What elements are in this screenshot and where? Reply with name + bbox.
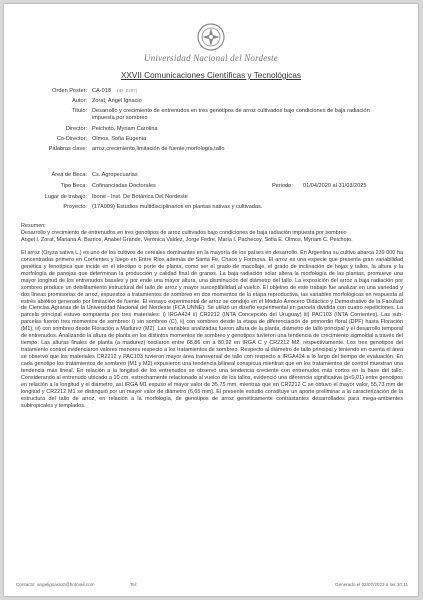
university-emblem-icon	[196, 22, 226, 52]
university-logo	[4, 22, 418, 63]
field-periodo-value: 01/04/2020 al 31/03/2025	[303, 183, 367, 189]
institution-name: Universidad Nacional del Nordeste	[143, 53, 278, 63]
footer-generated: Generado el 03/07/2023 a las 10:11	[335, 582, 408, 587]
abstract-authors: Angel I. Zorat, Mariana A. Barrios, Anabel Grande, Verónica Valdez, Jorge Fedre, María I. Pachecoy, Sofia E. Olmos, Myriam C. Peichoto.	[21, 236, 353, 243]
footer-contact: Contacto: angelignacioz@hotmail.com	[16, 582, 95, 587]
field-periodo-label: Periodo:	[272, 183, 293, 189]
abstract	[21, 223, 403, 410]
abstract-body: El arroz (Oryza sativa L.) es uno de los cultivos de cereales dominantes en la mayoría de los países en desarrollo. En Argentina su cultivo abarca 239 000 ha concentradas primero en Corrientes y luego en Entre Ríos además de Santa Fe, Chaco y Formosa. El arroz es una especie que presenta gran variabilidad genética y fenotípica que incide en el ideotipo o porte de planta, como ser el grado de macollaje, el grado de inclinación de hojas y tallos, la altura y la morfología de panojas que determinan la producción y calidad final de granos. La baja radiación solar altera la morfología de las plantas, promueve una mayor longitud de los entrenudos basales y por ende una mayor altura, una disminución del diámetro del tallo. La exposición del arroz a baja radiación por sombreo produce un debilitamiento estructural del tallo de arroz y mayor susceptibilidad al vuelco. El objetivo de este trabajo fue analizar en una variedad y dos líneas promisorias de arroz, expuestos a tratamientos de sombreo en dos momentos de la etapa reproductiva, las variables morfológicas en respuesta al estrés abiótico generado por limitación de fuente. El ensayo experimental de arroz se condujo en el Módulo Arrocero Didáctico y Demostrativo de la Facultad de Ciencias Agrarias de la Universidad Nacional del Nordeste (FCA UNNE). Se utilizó un diseño experimental en parcela dividida con cuatro repeticiones. La parcela principal estuvo compuesta por tres materiales: i) IRGA424 ii) CR2212 (INTA Concepción del Uruguay) iii) PAC103 (INTA Corrientes). Las sub-parcelas fueron tres momentos de sombreo: i) sin sombreo (C), ii) con sombreo desde la etapa de diferenciación de primordio floral (DPF) hasta Floración (M1), iii) con sombreo desde Floración a Madurez (M2). Las variables analizadas fueron altura de la planta, diámetro de tallo principal y el desarrollo temporal de entrenudos. Analizando la altura de planta en los distintos momentos de sombreo y genotipos tuvieron una tendencia de crecimiento sigmoidal a través del tiempo. Las alturas finales de planta (a madurez) oscilaron entre 68,86 cm a 80,92 en IRGA C y CR2212 M2, respectivamente. Los tres genotipos del tratamiento control evidenciaron valores menores respecto a los tratamientos de sombreo. Respecto al diámetro de tallo principal y teniendo en cuenta el área se observó que los materiales CR2212 y PAC103 tuvieron mayor área transversal de tallo con respecto a IRGA424 a lo largo del tiempo de evaluación. En cada genotipo los tratamientos de sombreo (M1 y M2) expusieron una tendencia bilineal conspicua mientras que en los tratamientos de control muestran una tendencia más lineal. En relación a la longitud de los entrenudos se observó una tendencia creciente con entrenudos más cortos en la base del tallo. Considerando al entrenudo ubicado a 10 cm, estrechamente relacionado al vuelco de los tallos, evidenció una diferencia significativa (p˂0,01) entre genotipos en relación a la longitud y el diámetro, así IRGA M1 expuso el mayor valor de 35,75 mm, mientras que en CR2212 C se obtuvo el mayor valor, 55,73 mm de longitud y CR2212 M1 se distinguió por un mayor valor de diámetro (6,65 mm). El presente estudio constituye un aporte preliminar a la caracterización de la estructura del tallo de arroz, en relación a la morfología, de genotipos de arroz genéticamente contrastantes desarrollados para mega-ambientes subtropicales y templados.	[21, 249, 403, 409]
abstract-heading: Resumen:	[21, 223, 46, 229]
report-page: Universidad Nacional del Nordeste XXVII Comunicaciones Científicas y Tecnológicas Orden Poster: CA-018 (ID: 2297) Autor: Zorat, Angel Ignacio Título: Desarrollo y crecimiento de entrenudos en tres genotipos de arroz cultivados bajo condiciones de baja radiación impuesta por sombreo Director: Peichoto, Myriam Carolina Co-Director: Olmos, Sofia Eugenia Palabras clave: arroz,crecimiento,limitación de fuente,morfología,tallo Área de Beca: Cs. Agropecuarias Tipo Beca: Cofinanciadas Doctorales Periodo: 01/04/2020 al 31/03/2025 Lugar de trabajo: Ibone - Inst. De Botánica Del Nordeste Proyecto: (17A009) Estudios multidisciplinarios en plantas nativas y cultivadas. Resumen: Desarrollo y crecimiento de entrenudos en tres genotipos de arroz cultivados bajo condiciones de baja radiación impuesta por sombreo Angel I. Zorat, Mariana A. Barrios, Anabel Grande, Verónica Valdez, Jorge Fedre, María I. Pachecoy, Sofia E. Olmos, Myriam C. Peichoto. El arroz (Oryza sativa L.) es uno de los cultivos de cereales dominantes en la mayoría de los países en desarrollo. En Argentina su cultivo abarca 239 000 ha concentradas primero en Corrientes y luego en Entre Ríos además de Santa Fe, Chaco y Formosa. El arroz es una especie que presenta gran variabilidad genética y fenotípica que incide en el ideotipo o porte de planta, como ser el grado de macollaje, el grado de inclinación de hojas y tallos, la altura y la morfología de panojas que determinan la producción y calidad final de granos. La baja radiación solar altera la morfología de las plantas, promueve una mayor longitud de los entrenudos basales y por ende una mayor altura, una disminución del diámetro del tallo. La exposición del arroz a baja radiación por sombreo produce un debilitamiento estructural del tallo de arroz y mayor susceptibilidad al vuelco. El objetivo de este trabajo fue analizar en una variedad y dos líneas promisorias de arroz, expuestos a tratamientos de sombreo en dos momentos de la etapa reproductiva, las variables morfológicas en respuesta al estrés abiótico generado por limitación de fuente. El ensayo experimental de arroz se condujo en el Módulo Arrocero Didáctico y Demostrativo de la Facultad de Ciencias Agrarias de la Universidad Nacional del Nordeste (FCA UNNE). Se utilizó un diseño experimental en parcela dividida con cuatro repeticiones. La parcela principal estuvo compuesta por tres materiales: i) IRGA424 ii) CR2212 (INTA Concepción del Uruguay) iii) PAC103 (INTA Corrientes). Las sub-parcelas fueron tres momentos de sombreo: i) sin sombreo (C), ii) con sombreo desde la etapa de diferenciación de primordio floral (DPF) hasta Floración (M1), iii) con sombreo desde Floración a Madurez (M2). Las variables analizadas fueron altura de la planta, diámetro de tallo principal y el desarrollo temporal de entrenudos. Analizando la altura de planta en los distintos momentos de sombreo y genotipos tuvieron una tendencia de crecimiento sigmoidal a través del tiempo. Las alturas finales de planta (a madurez) oscilaron entre 68,86 cm a 80,92 en IRGA C y CR2212 M2, respectivamente. Los tres genotipos del tratamiento control evidenciaron valores menores respecto a los tratamientos de sombreo. Respecto al diámetro de tallo principal y teniendo en cuenta el área se observó que los materiales CR2212 y PAC103 tuvieron mayor área transversal de tallo con respecto a IRGA424 a lo largo del tiempo de evaluación. En cada genotipo los tratamientos de sombreo (M1 y M2) expusieron una tendencia bilineal conspicua mientras que en los tratamientos de control muestran una tendencia más lineal. En relación a la longitud de los entrenudos se observó una tendencia creciente con entrenudos más cortos en la base del tallo. Considerando al entrenudo ubicado a 10 cm, estrechamente relacionado al vuelco de los tallos, evidenció una diferencia significativa (p˂0,01) entre genotipos en relación a la longitud y el diámetro, así IRGA M1 expuso el mayor valor de 35,75 mm, mientras que en CR2212 C se obtuvo el mayor valor, 55,73 mm de longitud y CR2212 M1 se distinguió por un mayor valor de diámetro (6,65 mm). El presente estudio constituye un aporte preliminar a la caracterización de la estructura del tallo de arroz, en relación a la morfología, de genotipos de arroz genéticamente contrastantes desarrollados para mega-ambientes subtropicales y templados. Contacto: angelignacioz@hotmail.com Tel: Generado el 03/07/2023 a las 10:11	[4, 4, 418, 596]
footer-tel: Tel:	[130, 582, 138, 587]
abstract-title: Desarrollo y crecimiento de entrenudos en tres genotipos de arroz cultivados bajo condiciones de baja radiación impuesta por sombreo	[21, 229, 347, 236]
event-title: XXVII Comunicaciones Científicas y Tecnológicas	[120, 71, 302, 80]
